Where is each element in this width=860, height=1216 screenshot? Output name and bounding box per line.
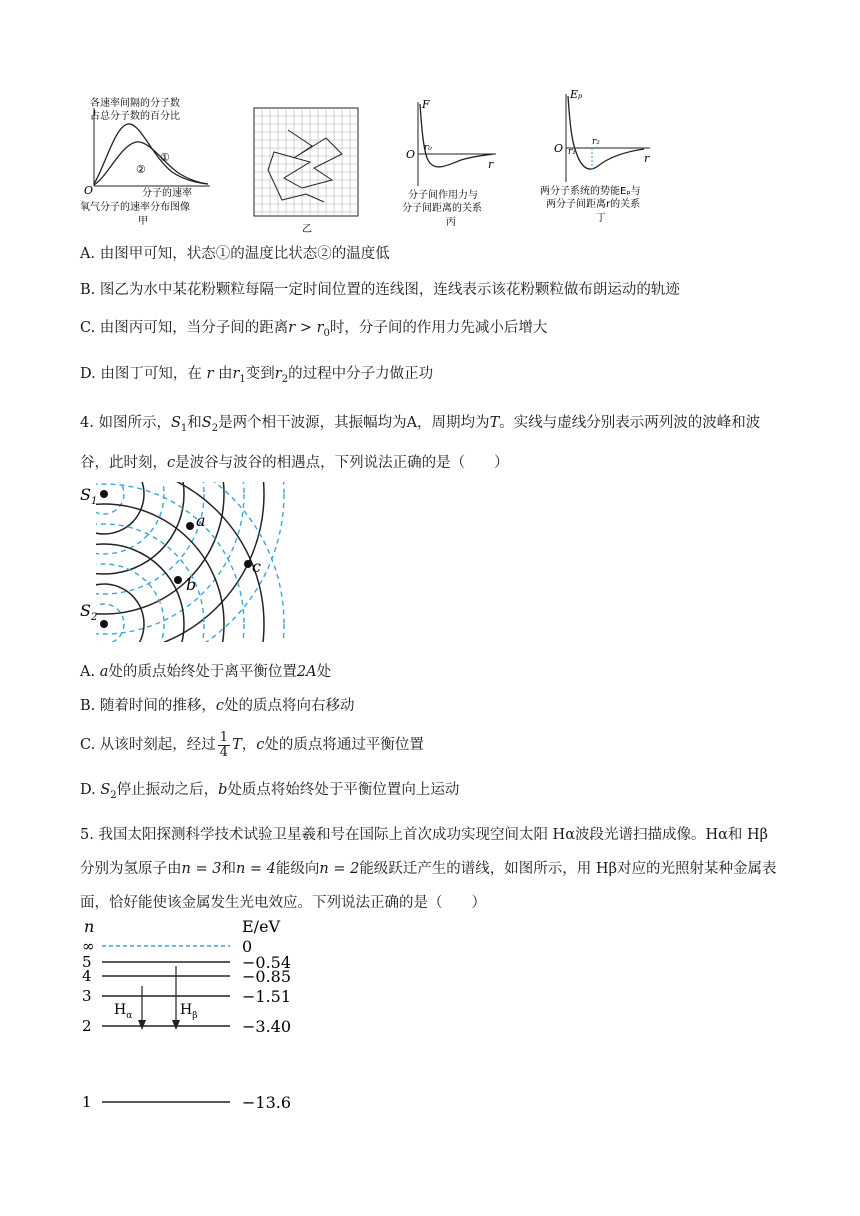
energy-level-n: ∞ — [82, 937, 95, 955]
q4-s2: S — [201, 415, 212, 431]
q3-option-d-r2: r — [274, 366, 282, 382]
top-figures-svg — [80, 86, 700, 236]
s2-crest-lines — [78, 482, 264, 642]
jia-curve-1 — [94, 124, 208, 184]
q3-option-a — [80, 244, 390, 264]
energy-e-header: E/eV — [242, 917, 281, 936]
jia-label-2: ② — [136, 163, 146, 176]
energy-n-header: n — [84, 917, 95, 936]
h-beta-arrowhead — [172, 1020, 180, 1030]
q5-n1: n = 3 — [181, 861, 222, 877]
q5-stem-c: 能级向 — [275, 861, 320, 877]
point-c — [244, 560, 252, 568]
s1-crest-lines — [78, 482, 264, 642]
bing-r0: r₀ — [424, 143, 432, 153]
fig-s1-label: $S_1$ — [80, 485, 98, 507]
energy-level-n: 1 — [82, 1093, 92, 1111]
fig-s2-label: $S_2$ — [80, 601, 98, 623]
bing-xlabel: r — [488, 158, 494, 171]
q4-option-d-post: 处质点将始终处于平衡位置向上运动 — [227, 782, 460, 798]
ding-r2: r₂ — [592, 137, 600, 147]
jia-xlabel: 分子的速率 — [142, 188, 192, 199]
jia-caption-2: 甲 — [138, 216, 148, 227]
q3-option-c-math: r > r — [288, 320, 324, 336]
figure-jia — [80, 96, 210, 227]
q4-option-d-mid: 停止振动之后， — [116, 782, 219, 798]
q4-stem-b: 是两个相干波源，其振幅均为A，周期均为 — [218, 415, 490, 431]
energy-level-e: −3.40 — [242, 1017, 292, 1036]
bing-caption-1: 分子间作用力与 — [408, 190, 478, 201]
q4-option-a — [80, 662, 331, 682]
bing-caption-3: 丙 — [446, 217, 456, 228]
energy-level-e: −0.54 — [242, 953, 292, 972]
figure-yi — [254, 108, 358, 235]
q3-option-d-r: r — [206, 366, 214, 382]
q4-option-a-2a: 2A — [296, 664, 317, 680]
jia-caption-1: 氧气分子的速率分布图像 — [80, 202, 190, 213]
q5-stem-d: 能级跃迁产生的谱线，如图所示，用 Hβ对应的光照射某种金属表面，恰好能使该金属发生光电效应。下列说法正确的是（ ） — [80, 861, 777, 911]
jia-curve-2 — [94, 142, 208, 185]
bing-ylabel: F — [422, 98, 430, 111]
q4-option-c-post: 处的质点将通过平衡位置 — [264, 737, 424, 753]
q4-stem-c: 。实线与虚线分别表示两列波的波峰和波谷，此时刻， — [80, 415, 761, 471]
figure-ding — [540, 88, 650, 224]
q4-option-a-pre: A. — [80, 664, 96, 680]
yi-grid — [254, 108, 358, 216]
q4-option-c-fraction — [218, 731, 230, 760]
q3-option-d-r1: r — [232, 366, 240, 382]
q4-stem — [80, 406, 782, 480]
q4-option-c-mid: ， — [241, 737, 257, 753]
point-a — [186, 522, 194, 530]
ding-caption-1: 两分子系统的势能Eₚ与 — [540, 186, 641, 197]
q4-c: c — [167, 454, 176, 471]
q4-option-c-den: 4 — [219, 744, 229, 760]
bing-curve — [420, 104, 494, 167]
bing-origin: O — [406, 148, 416, 161]
h-alpha-arrowhead — [138, 1020, 146, 1030]
q5-stem-b: 和 — [221, 861, 236, 877]
q4-option-a-post: 处 — [316, 664, 332, 680]
jia-ylabel-1: 各速率间隔的分子数 — [90, 98, 180, 109]
q4-option-c-pre: C. 从该时刻起，经过 — [80, 737, 216, 753]
q4-option-c-t: T — [232, 737, 242, 753]
q4-option-b-var: c — [215, 698, 224, 714]
q3-option-d-r2-sub: 2 — [281, 373, 289, 385]
s2-dot — [100, 620, 108, 628]
energy-level-e: −0.85 — [242, 967, 292, 986]
ding-curve — [568, 96, 644, 169]
q4-s1-sub: 1 — [180, 422, 188, 434]
ding-xlabel: r — [644, 152, 650, 165]
interference-figure — [78, 482, 298, 642]
energy-level-n: 4 — [82, 967, 92, 985]
energy-level-e: −13.6 — [242, 1093, 292, 1112]
q4-stem-d: 是波谷与波谷的相遇点，下列说法正确的是（ ） — [175, 454, 509, 471]
q4-option-d-s-sub: 2 — [110, 789, 117, 801]
q4-s1: S — [170, 415, 181, 431]
ding-caption-3: 丁 — [596, 213, 606, 224]
q4-option-d-pre: D. — [80, 782, 96, 798]
energy-level-e: 0 — [242, 937, 253, 956]
jia-label-1: ① — [160, 151, 170, 164]
q3-option-d — [80, 364, 433, 390]
q3-option-c-sub: 0 — [323, 327, 330, 339]
q4-option-b-post: 处的质点将向右移动 — [224, 698, 355, 714]
energy-level-n: 5 — [82, 953, 92, 971]
q5-stem-a: 5. 我国太阳探测科学技术试验卫星羲和号在国际上首次成功实现空间太阳 Hα波段光谱扫描成像。Hα和 Hβ分别为氢原子由 — [80, 827, 769, 877]
jia-origin: O — [84, 184, 94, 197]
q3-option-b — [80, 280, 680, 300]
q3-option-a-text: A. 由图甲可知，状态①的温度比状态②的温度低 — [80, 246, 390, 262]
q3-option-c — [80, 318, 547, 344]
q4-option-c-num: 1 — [219, 729, 229, 745]
q3-option-d-pre: D. 由图丁可知，在 — [80, 366, 202, 382]
ding-ylabel: Eₚ — [570, 88, 583, 101]
energy-levels — [82, 937, 291, 1112]
top-figures — [80, 86, 700, 236]
q4-option-a-var: a — [99, 664, 109, 680]
s1-dot — [100, 490, 108, 498]
q4-option-d-var: b — [218, 782, 228, 798]
fig-a-label: a — [196, 511, 206, 530]
q4-s2-sub: 2 — [211, 422, 219, 434]
figure-bing — [402, 98, 496, 228]
fig-c-label: c — [252, 557, 261, 576]
q3-option-d-post: 的过程中分子力做正功 — [288, 366, 434, 382]
q4-option-b — [80, 696, 355, 716]
yi-caption: 乙 — [302, 224, 312, 235]
q4-option-c-var: c — [256, 737, 265, 753]
q4-option-c — [80, 730, 424, 760]
bing-caption-2: 分子间距离的关系 — [402, 203, 482, 214]
ding-r1: r₁ — [568, 147, 576, 157]
energy-level-n: 2 — [82, 1017, 92, 1035]
q4-option-d — [80, 780, 459, 806]
q5-n3: n = 2 — [319, 861, 360, 877]
q3-option-c-post: 时，分子间的作用力先减小后增大 — [329, 320, 548, 336]
q3-option-d-r1-sub: 1 — [239, 373, 246, 385]
energy-level-diagram — [78, 914, 318, 1114]
point-b — [174, 576, 182, 584]
ding-origin: O — [554, 142, 564, 155]
q3-option-d-mid1: 由 — [217, 366, 233, 382]
q4-option-a-mid: 处的质点始终处于离平衡位置 — [108, 664, 297, 680]
ding-caption-2: 两分子间距离r的关系 — [546, 199, 641, 210]
q4-option-b-pre: B. 随着时间的推移， — [80, 698, 216, 714]
q4-and: 和 — [187, 415, 202, 431]
q3-option-b-text: B. 图乙为水中某花粉颗粒每隔一定时间位置的连线图，连线表示该花粉颗粒做布朗运动的轨迹 — [80, 282, 680, 298]
yi-path — [268, 130, 342, 202]
h-alpha-label: $H_\alpha$ — [114, 1002, 133, 1021]
jia-ylabel-2: 占总分子数的百分比 — [90, 111, 180, 122]
energy-level-n: 3 — [82, 987, 92, 1005]
q3-option-d-mid2: 变到 — [245, 366, 275, 382]
q5-n2: n = 4 — [235, 861, 276, 877]
q4-option-d-s: S — [100, 782, 111, 798]
q4-t: T — [489, 415, 500, 431]
q5-stem — [80, 818, 782, 920]
h-beta-label: $H_\beta$ — [180, 1002, 198, 1021]
energy-level-e: −1.51 — [242, 987, 292, 1006]
fig-b-label: b — [186, 575, 197, 594]
q4-stem-a: 4. 如图所示， — [80, 415, 171, 431]
q3-option-c-pre: C. 由图丙可知，当分子间的距离 — [80, 320, 289, 336]
